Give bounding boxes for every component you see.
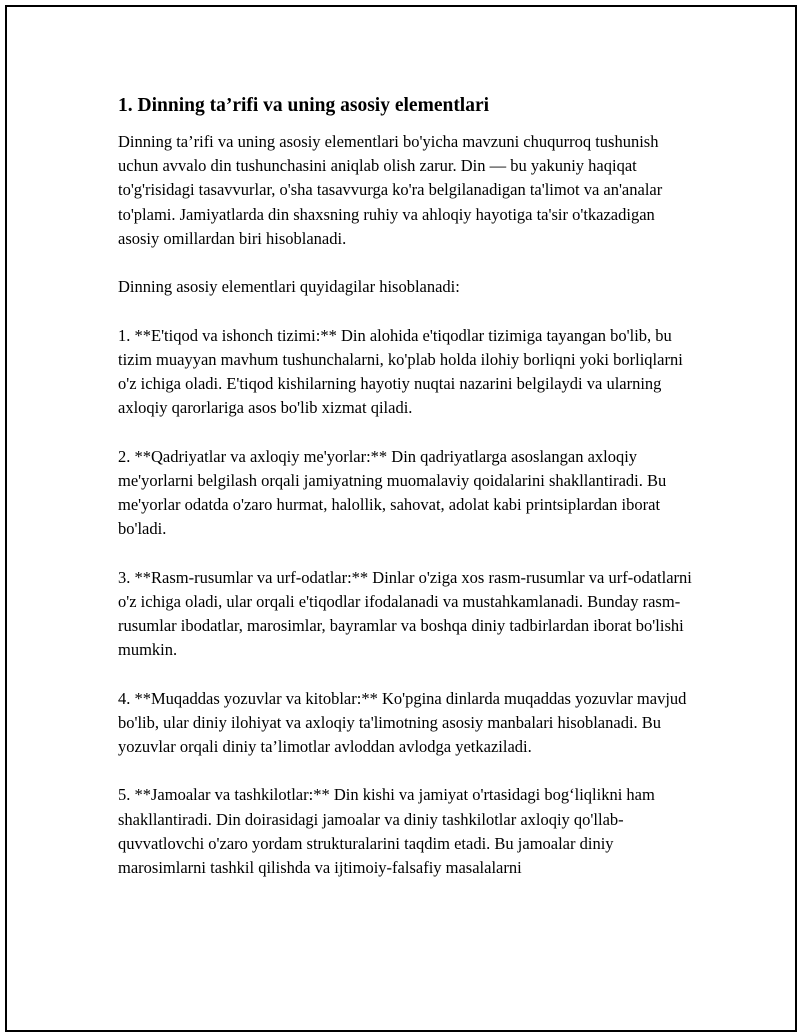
elements-lead-paragraph: Dinning asosiy elementlari quyidagilar hisoblanadi:: [118, 277, 460, 297]
element-communities-paragraph: 5. **Jamoalar va tashkilotlar:** Din kishi va jamiyat o'rtasidagi bog‘liqlikni ham shakllantiradi. Din doirasidagi jamoalar va diniy tashkilotlar axloqiy qo'llab-quvvatlovchi o'zaro yordam strukturalarini taqdim etadi. Bu jamoalar diniy marosimlarni tashkil qilishda va ijtimoiy-falsafiy masalalarni: [118, 785, 655, 877]
element-scriptures-paragraph: 4. **Muqaddas yozuvlar va kitoblar:** Ko'pgina dinlarda muqaddas yozuvlar mavjud bo'lib, ular diniy ilohiyat va axloqiy ta'limotning asosiy manbalari hisoblanadi. Bu yozuvlar orqali diniy ta’limotlar avloddan avlodga yetkaziladi.: [118, 688, 687, 756]
intro-paragraph: Dinning ta’rifi va uning asosiy elementlari bo'yicha mavzuni chuqurroq tushunish uchun avvalo din tushunchasini aniqlab olish zarur. Din — bu yakuniy haqiqat to'g'risidagi tasavvurlar, o'sha tasavvurga ko'ra belgilanadigan ta'limot va an'analar to'plami. Jamiyatlarda din shaxsning ruhiy va ahloqiy hayotiga ta'sir o'tkazadigan asosiy omillardan biri hisoblanadi.: [118, 132, 663, 248]
element-belief-paragraph: 1. **E'tiqod va ishonch tizimi:** Din alohida e'tiqodlar tizimiga tayangan bo'lib, bu tizim muayyan mavhum tushunchalarni, ko'plab holda ilohiy borliqni yoki borliqlarni o'z ichiga oladi. E'tiqod kishilarning hayotiy nuqtai nazarini belgilaydi va ularning axloqiy qarorlariga asos bo'lib xizmat qiladi.: [118, 325, 683, 418]
element-rituals-paragraph: 3. **Rasm-rusumlar va urf-odatlar:** Dinlar o'ziga xos rasm-rusumlar va urf-odatlarni o'z ichiga oladi, ular orqali e'tiqodlar ifodalanadi va mustahkamlanadi. Bunday rasm-rusumlar ibodatlar, marosimlar, bayramlar va boshqa diniy tadbirlardan iborat bo'lishi mumkin.: [118, 567, 692, 660]
section-heading: 1. Dinning ta’rifi va uning asosiy elementlari: [118, 95, 490, 116]
document-body: [118, 92, 698, 904]
element-values-paragraph: 2. **Qadriyatlar va axloqiy me'yorlar:** Din qadriyatlarga asoslangan axloqiy me'yorlarni belgilash orqali jamiyatning muomalaviy qoidalarini shakllantiradi. Bu me'yorlar odatda o'zaro hurmat, halollik, sahovat, adolat kabi printsiplardan iborat bo'ladi.: [118, 446, 667, 539]
